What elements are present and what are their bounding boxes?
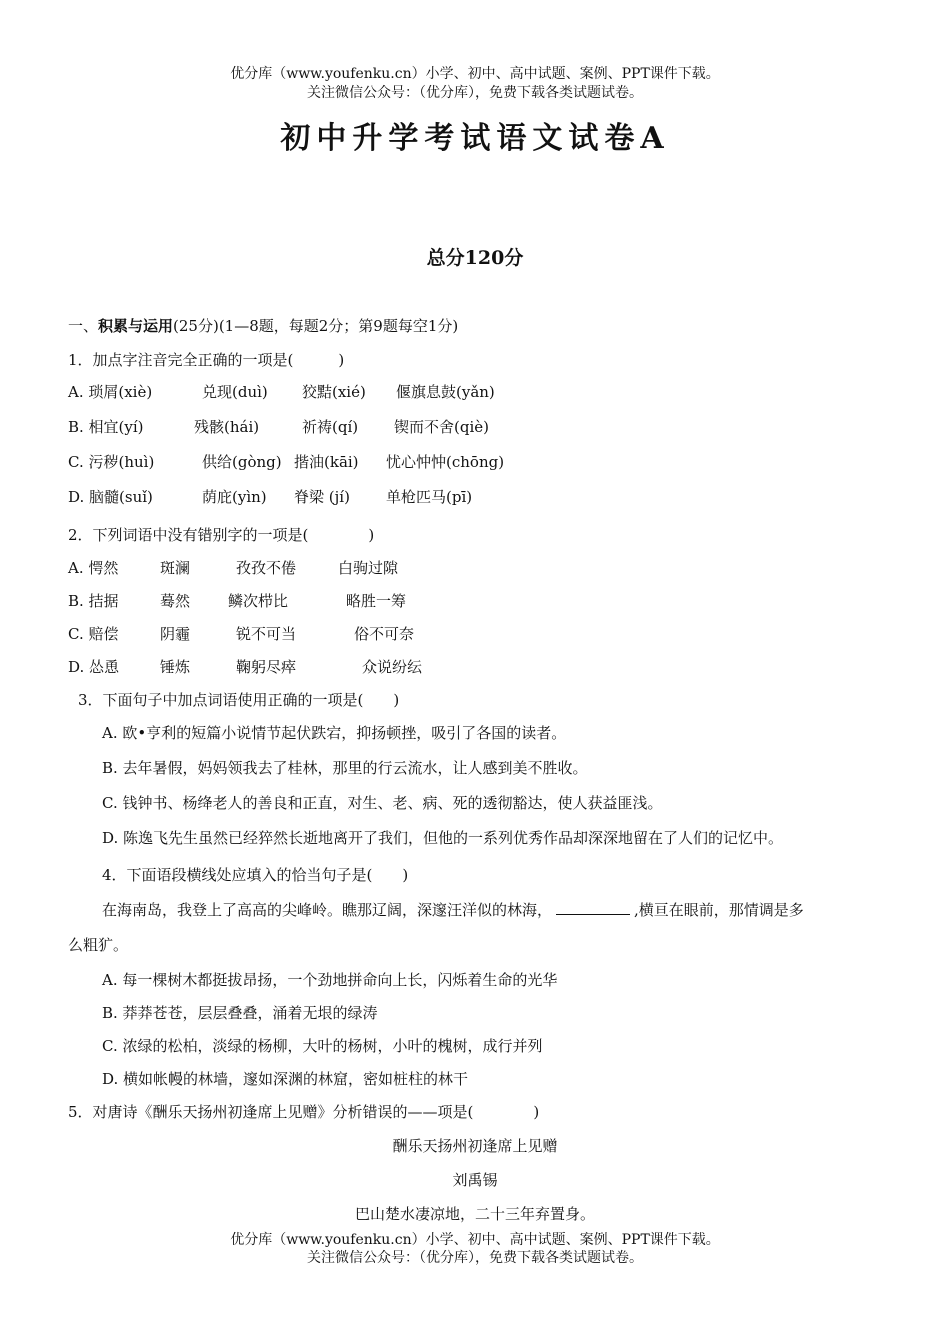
q1-b-3: 祈祷(qí) — [302, 418, 359, 436]
q4-passage-text-a: 在海南岛，我登上了高高的尖峰岭。瞧那辽阔，深邃汪洋似的林海， — [102, 901, 553, 919]
exam-title: 初中升学考试语文试卷A — [280, 121, 670, 156]
q3-option-b: B. 去年暑假，妈妈领我去了桂林，那里的行云流水，让人感到美不胜收。 — [102, 759, 588, 777]
poem-title: 酬乐天扬州初逢席上见赠 — [392, 1137, 558, 1155]
q2-a-3: 孜孜不倦 — [236, 559, 297, 577]
q2-c-4: 俗不可奈 — [354, 625, 415, 643]
q2-a-4: 白驹过隙 — [338, 559, 399, 577]
q1-d-3: 脊梁 (jí) — [294, 488, 350, 506]
q1-a-4: 偃旗息鼓(yǎn) — [396, 383, 495, 401]
q2-c-1: C. 赔偿 — [68, 625, 119, 643]
poem-line-1: 巴山楚水凄凉地，二十三年弃置身。 — [354, 1205, 595, 1223]
q4-option-a: A. 每一棵树木都挺拔昂扬，一个劲地拼命向上长，闪烁着生命的光华 — [102, 971, 558, 989]
q4-option-b: B. 莽莽苍苍，层层叠叠，涌着无垠的绿涛 — [102, 1004, 378, 1022]
q4-stem: 4．下面语段横线处应填入的恰当句子是( ) — [102, 866, 409, 884]
q1-c-1: C. 污秽(huì) — [68, 453, 155, 471]
q1-stem: 1．加点字注音完全正确的一项是( ) — [68, 351, 345, 369]
q2-b-1: B. 拮据 — [68, 592, 119, 610]
total-score: 总分120分 — [426, 247, 524, 269]
section-name: 积累与运用 — [98, 317, 174, 335]
q4-option-c: C. 浓绿的松柏，淡绿的杨柳，大叶的杨树，小叶的槐树，成行并列 — [102, 1037, 543, 1055]
q4-passage-line2: 么粗犷。 — [68, 936, 129, 954]
q2-d-4: 众说纷纭 — [362, 658, 423, 676]
q2-c-2: 阴霾 — [160, 625, 191, 643]
q2-a-1: A. 愕然 — [68, 559, 119, 577]
site-footer-line1: 优分库（www.youfenku.cn）小学、初中、高中试题、案例、PPT课件下载。 — [230, 1232, 720, 1248]
q2-b-2: 蓦然 — [160, 592, 191, 610]
section-detail: (25分)(1—8题，每题2分；第9题每空1分) — [173, 317, 459, 335]
fill-in-blank — [556, 900, 630, 915]
q3-option-c: C. 钱钟书、杨绛老人的善良和正直，对生、老、病、死的透彻豁达，使人获益匪浅。 — [102, 794, 663, 812]
q2-b-3: 鳞次栉比 — [228, 592, 289, 610]
section-1-heading — [68, 316, 458, 336]
q1-b-2: 残骸(hái) — [194, 418, 260, 436]
q4-passage-line1 — [102, 900, 804, 920]
q2-d-2: 锤炼 — [160, 658, 191, 676]
q1-c-4: 忧心忡忡(chōng) — [386, 453, 505, 471]
site-footer-line2: 关注微信公众号：（优分库），免费下载各类试题试卷。 — [307, 1250, 643, 1266]
q2-a-2: 斑澜 — [160, 559, 191, 577]
q2-c-3: 锐不可当 — [236, 625, 297, 643]
q3-option-d: D. 陈逸飞先生虽然已经猝然长逝地离开了我们，但他的一系列优秀作品却深深地留在了人们的记忆中。 — [102, 829, 784, 847]
q1-b-4: 锲而不舍(qiè) — [394, 418, 489, 436]
q1-d-2: 荫庇(yìn) — [202, 488, 267, 506]
q1-a-2: 兑现(duì) — [202, 383, 268, 401]
site-header-line2: 关注微信公众号：（优分库），免费下载各类试题试卷。 — [307, 85, 643, 101]
q1-b-1: B. 相宜(yí) — [68, 418, 144, 436]
section-number: 一、 — [68, 317, 99, 335]
q1-d-1: D. 脑髓(suǐ) — [68, 488, 153, 506]
site-header-line1: 优分库（www.youfenku.cn）小学、初中、高中试题、案例、PPT课件下载。 — [230, 66, 720, 82]
q1-a-1: A. 琐屑(xiè) — [68, 383, 153, 401]
poem-author: 刘禹锡 — [452, 1171, 498, 1189]
q5-stem: 5．对唐诗《酬乐天扬州初逢席上见赠》分析错误的——项是( ) — [68, 1103, 540, 1121]
q1-c-2: 供给(gòng) — [202, 453, 282, 471]
q3-stem: 3．下面句子中加点词语使用正确的一项是( ) — [78, 691, 400, 709]
q2-stem: 2．下列词语中没有错别字的一项是( ) — [68, 526, 375, 544]
q2-b-4: 略胜一筹 — [346, 592, 407, 610]
q1-a-3: 狡黠(xié) — [302, 383, 366, 401]
q4-option-d: D. 横如帐幔的林墙，邃如深渊的林窟，密如桩柱的林干 — [102, 1070, 469, 1088]
q4-passage-text-b: ,横亘在眼前，那情调是多 — [634, 901, 804, 919]
q2-d-3: 鞠躬尽瘁 — [236, 658, 297, 676]
q2-d-1: D. 怂恿 — [68, 658, 120, 676]
q3-option-a: A. 欧•亨利的短篇小说情节起伏跌宕，抑扬顿挫，吸引了各国的读者。 — [102, 724, 567, 742]
q1-d-4: 单枪匹马(pī) — [386, 488, 473, 506]
q1-c-3: 揩油(kāi) — [294, 453, 359, 471]
